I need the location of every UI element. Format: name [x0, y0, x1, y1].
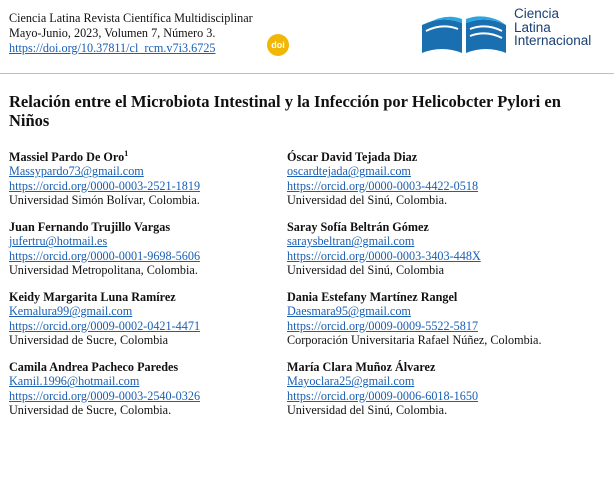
author-block	[287, 290, 587, 348]
author-block	[9, 150, 309, 208]
author-affiliation: Universidad del Sinú, Colombia	[287, 263, 445, 278]
journal-name: Ciencia Latina Revista Científica Multidisciplinar	[9, 11, 253, 25]
author-email-link[interactable]: jufertru@hotmail.es	[9, 234, 108, 249]
author-block	[287, 220, 587, 278]
author-block	[287, 360, 587, 418]
author-email-link[interactable]: Kemalura99@gmail.com	[9, 304, 133, 319]
author-name: María Clara Muñoz Álvarez	[287, 360, 436, 374]
doi-link[interactable]: https://doi.org/10.37811/cl_rcm.v7i3.6725	[9, 41, 216, 55]
author-affiliation: Universidad del Sinú, Colombia.	[287, 403, 448, 418]
logo-text: Ciencia Latina Internacional	[514, 6, 592, 48]
author-affiliation: Universidad Metropolitana, Colombia.	[9, 263, 198, 278]
authors-left-column	[9, 150, 309, 430]
author-orcid-link[interactable]: https://orcid.org/0009-0003-2540-0326	[9, 388, 201, 403]
authors-right-column	[287, 150, 587, 430]
author-block	[287, 150, 587, 208]
author-name: Keidy Margarita Luna Ramírez	[9, 290, 176, 304]
author-affiliation: Universidad de Sucre, Colombia.	[9, 403, 172, 418]
book-logo-icon	[418, 9, 510, 57]
author-orcid-link[interactable]: https://orcid.org/0000-0003-4422-0518	[287, 178, 479, 193]
author-name: Massiel Pardo De Oro$^1$	[9, 148, 129, 164]
author-orcid-link[interactable]: https://orcid.org/0009-0002-0421-4471	[9, 318, 201, 333]
author-affiliation: Corporación Universitaria Rafael Núñez, Colombia.	[287, 333, 542, 348]
author-email-link[interactable]: saraysbeltran@gmail.com	[287, 234, 415, 249]
author-orcid-link[interactable]: https://orcid.org/0000-0003-2521-1819	[9, 178, 201, 193]
author-email-link[interactable]: Daesmara95@gmail.com	[287, 304, 411, 319]
author-footnote-marker: 1	[124, 148, 129, 158]
author-email-link[interactable]: Massypardo73@gmail.com	[9, 164, 144, 179]
author-affiliation: Universidad del Sinú, Colombia.	[287, 193, 448, 208]
author-email-link[interactable]: oscardtejada@gmail.com	[287, 164, 411, 179]
author-email-link[interactable]: Kamil.1996@hotmail.com	[9, 374, 140, 389]
author-name: Saray Sofía Beltrán Gómez	[287, 220, 429, 234]
author-affiliation: Universidad Simón Bolívar, Colombia.	[9, 193, 200, 208]
header-divider	[0, 73, 614, 74]
author-block	[9, 220, 309, 278]
author-orcid-link[interactable]: https://orcid.org/0000-0001-9698-5606	[9, 248, 201, 263]
journal-logo	[418, 7, 608, 59]
author-block	[9, 290, 309, 348]
author-name: Camila Andrea Pacheco Paredes	[9, 360, 179, 374]
author-orcid-link[interactable]: https://orcid.org/0000-0003-3403-448X	[287, 248, 481, 263]
author-name: Dania Estefany Martínez Rangel	[287, 290, 458, 304]
author-name: Juan Fernando Trujillo Vargas	[9, 220, 171, 234]
author-orcid-link[interactable]: https://orcid.org/0009-0006-6018-1650	[287, 388, 479, 403]
doi-icon: doi	[267, 34, 289, 56]
journal-issue: Mayo-Junio, 2023, Volumen 7, Número 3.	[9, 26, 216, 40]
author-orcid-link[interactable]: https://orcid.org/0009-0009-5522-5817	[287, 318, 479, 333]
author-block	[9, 360, 309, 418]
author-email-link[interactable]: Mayoclara25@gmail.com	[287, 374, 415, 389]
journal-info	[9, 11, 253, 56]
author-name: Óscar David Tejada Diaz	[287, 150, 418, 164]
page-header	[0, 0, 614, 74]
author-affiliation: Universidad de Sucre, Colombia	[9, 333, 169, 348]
article-title: Relación entre el Microbiota Intestinal y la Infección por Helicobcter Pylori en Niños	[9, 92, 561, 130]
